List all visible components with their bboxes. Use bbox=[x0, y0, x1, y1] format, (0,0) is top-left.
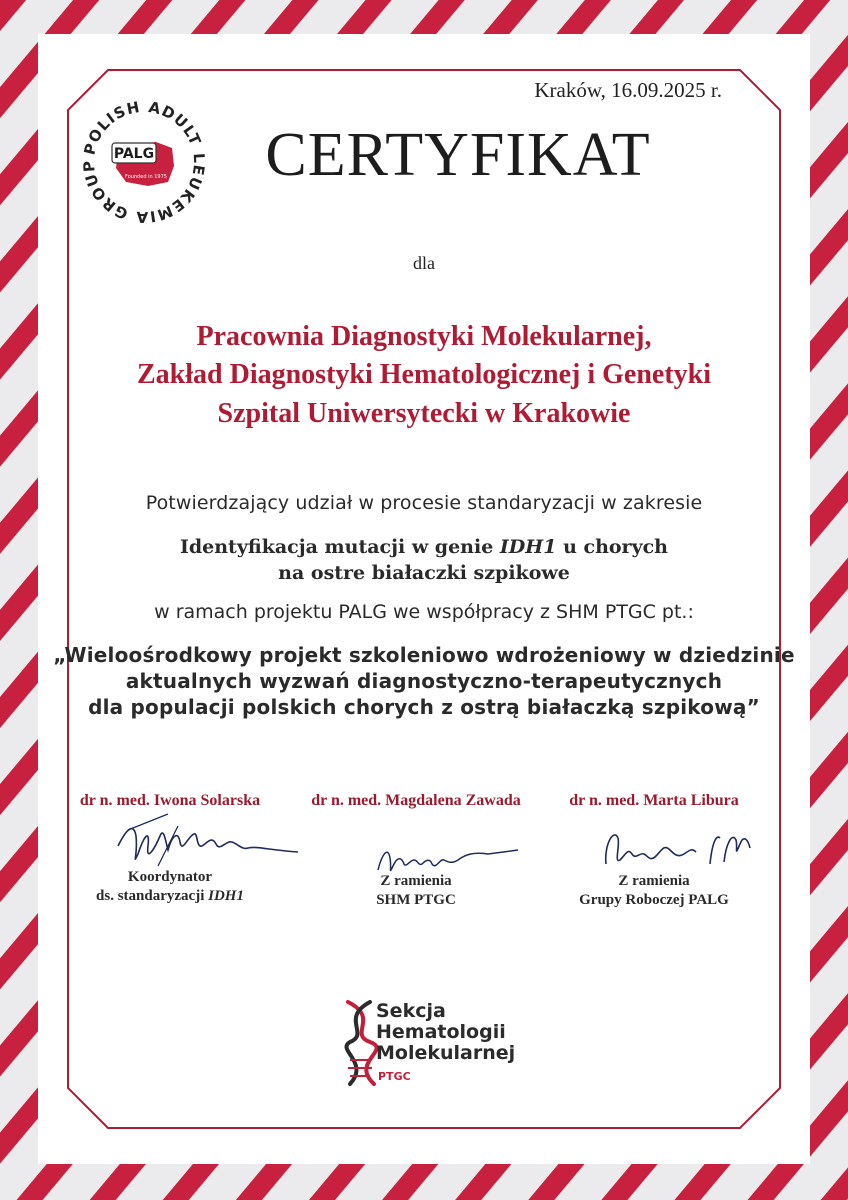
section-logo-line-3: Molekularnej bbox=[376, 1042, 516, 1064]
section-logo-sub: PTGC bbox=[378, 1070, 411, 1083]
certificate-card bbox=[38, 34, 810, 1164]
project-intro: w ramach projektu PALG we współpracy z SHM PTGC pt.: bbox=[154, 601, 694, 623]
signatory-name: dr n. med. Magdalena Zawada bbox=[311, 792, 521, 809]
palg-badge-text: PALG bbox=[113, 146, 155, 162]
section-logo-line-1: Sekcja bbox=[376, 1000, 446, 1022]
place-and-date: Kraków, 16.09.2025 r. bbox=[534, 78, 722, 102]
project-title-line-2: aktualnych wyzwań diagnostyczno-terapeutycznych bbox=[125, 669, 723, 693]
signatory-role: Z ramienia SHM PTGC bbox=[376, 873, 456, 908]
recipient-line-2: Zakład Diagnostyki Hematologicznej i Genetyki bbox=[137, 359, 711, 390]
recipient-line-3: Szpital Uniwersytecki w Krakowie bbox=[217, 398, 631, 429]
certificate-title: CERTYFIKAT bbox=[265, 121, 651, 189]
topic-line-2: na ostre białaczki szpikowe bbox=[278, 562, 570, 584]
signatory-name: dr n. med. Iwona Solarska bbox=[79, 792, 261, 809]
recipient-intro: dla bbox=[413, 253, 435, 273]
signatory-role: Koordynator ds. standaryzacji IDH1 bbox=[96, 869, 244, 904]
palg-founded-text: Founded in 1975 bbox=[125, 174, 167, 180]
section-logo-line-2: Hematologii bbox=[376, 1021, 506, 1043]
signatory-role: Z ramienia Grupy Roboczej PALG bbox=[579, 873, 729, 908]
palg-ring-text: POLISH ADULT LEUKEMIA GROUP bbox=[79, 97, 209, 227]
project-title-line-3: dla populacji polskich chorych z ostrą białaczką szpikową” bbox=[88, 695, 760, 719]
gene-name: IDH1 bbox=[499, 536, 557, 558]
project-title-line-1: „Wieloośrodkowy projekt szkoleniowo wdrożeniowy w dziedzinie bbox=[53, 643, 795, 667]
confirmation-text: Potwierdzający udział w procesie standaryzacji w zakresie bbox=[145, 492, 703, 514]
recipient-line-1: Pracownia Diagnostyki Molekularnej, bbox=[196, 321, 652, 352]
signatory-name: dr n. med. Marta Libura bbox=[569, 792, 739, 809]
topic-line-1: Identyfikacja mutacji w genie IDH1 u chorych bbox=[179, 536, 668, 558]
